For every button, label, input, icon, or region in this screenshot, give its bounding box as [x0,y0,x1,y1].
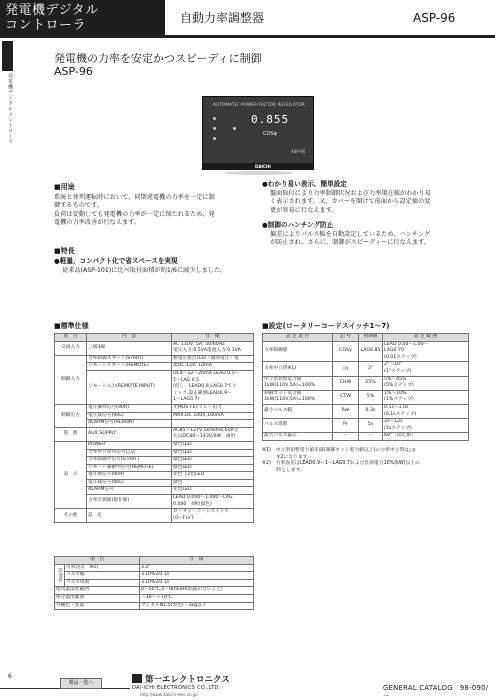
item-cell: 力率制御中信号(START) [87,457,172,465]
table-header-row [55,557,254,565]
category-line2: コントローラ [5,18,87,33]
column-header: 仕 様 [140,557,254,565]
symbol-cell: CTW [333,390,359,404]
spec-cell [172,427,254,441]
spec-title: ■ 標準仕様 [54,322,89,331]
table-row [263,433,469,441]
page-title: 自動力率調整器 [180,11,265,25]
feature-line: く表示されます。又、カバーを開けて前面から設定値の変 [270,198,431,206]
range-line: (1%ステップ) [384,397,414,403]
product-photo [202,96,314,170]
product-display: 0.855 [251,113,290,126]
table-row [55,441,254,449]
table-row [55,602,254,610]
group-cell: 制御入力 [55,355,87,404]
product-model: ASP-96 [291,149,306,154]
item-cell: リモート入力(REMOTE INPUT) [87,370,172,404]
column-header: 内 容 [87,334,172,342]
group-cell: 許容差 [55,564,65,587]
spec-cell: MAX.DC 100V,100mA [172,412,254,420]
range-line: 1%～10% [384,390,407,396]
spec-cell [172,370,254,404]
category-banner [0,0,165,38]
item-cell [263,376,333,390]
feature-line: 更が容易に行なえます。 [270,206,338,214]
item-cell: パルス周期 [65,579,140,587]
spec-cell [172,341,254,355]
company-name: 第一エレクトロニクス [145,675,230,685]
spec-cell: ±3° [140,564,254,572]
company-url[interactable]: http://www.daiichi-elec.co.jp/ [140,692,198,697]
spec-cell: 緑色 [172,479,254,487]
table-row [55,572,254,580]
spec-cell: 無電圧接点(1a)・開閉電圧・電 [172,355,254,363]
table-row [55,404,254,412]
table-row [55,564,254,572]
company-logo [132,674,230,686]
symbol-cell: CHW [333,376,359,390]
item-line: 制御カット電力値 [264,390,302,396]
item-cell: 力率制御スタート(START) [87,355,172,363]
feature-line: が防止され、さらに、制御がスピーディーに行なえます。 [270,239,431,247]
column-header: 項 目 [55,557,140,565]
feature-hunting: ●制御のハンチング防止 [262,221,334,229]
range-line: (1°ステップ) [384,368,412,374]
column-header: 項 目 [55,334,87,342]
item-cell: リモート制御中信号(REMOTE) [87,464,172,472]
symbol-cell: － [333,433,359,441]
table-header-row [55,334,254,342]
feature-display: ●わかり易い表示、簡単設定 [262,180,347,188]
spec-line: 1～LAG 0.5 [173,377,200,383]
spec-line: 電圧入力:0.5VA電流入力:0.1VA [173,348,241,354]
setting-notes [262,448,472,474]
product-panel-text: AUTOMATIC POWER-FACTOR REGULATOR [213,102,306,107]
setting-table [262,333,469,441]
features-title: ■ 特長 [54,247,75,256]
headline-line1: 発電機の力率を安定かつスピーディに制御 [54,52,262,65]
side-label: 発電機デジタルコントローラ [7,73,13,145]
spec-cell: 光MOS FETリレー出力 [172,404,254,412]
spec-cell: ±10%±0.1s [140,579,254,587]
product-shadow [224,171,294,175]
initial-cell: 0.3s [359,404,383,418]
symbol-cell: Pwl [333,404,359,418]
spec-line: ミック,設定範囲LEAD0.9～ [173,390,232,396]
spec-line: (0～F)×7 [173,515,194,521]
group-cell: 交流入力 [55,341,87,355]
feature-compact-desc: 従来品(ASP-101)に比べ取付面積が約1/6に減少しました。 [62,267,227,274]
range-line: LAG0.70 [384,348,404,354]
spec-line: たはDC80～143V,6W 両用 [173,434,236,440]
table-row [55,427,254,441]
spec-cell: 緑色LED [172,457,254,465]
headline-line2: ASP-96 [54,65,93,78]
range-line: 2s～12s [384,419,403,425]
spec-line: 0.000 4桁(緑色) [173,501,212,507]
table-row [263,362,469,376]
column-header: 仕 様 [172,334,254,342]
company-name-en: DAI-ICHI ELECTRONICS CO.,LTD. [132,685,221,691]
range-line: (1sステップ) [384,425,412,431]
range-cell [383,362,469,376]
usage-text [54,194,249,228]
feature-line: 盤面取付により力率制御状況および力率現在値がわかり易 [270,190,431,197]
category-line1: 発電機デジタル [5,3,99,18]
side-tab [2,41,13,71]
spec-cell: 流DC 12V, 10mA [172,363,254,371]
column-header: 設 定 項 目 [263,334,333,342]
item-cell: 力率誤差 ※2) [65,564,140,572]
symbol-cell: Pr [333,419,359,433]
item-cell: 最大パルス偏差 [263,433,333,441]
spec-table [54,333,254,523]
spec-cell: 赤色 }2色LED [172,472,254,480]
table-row [55,594,254,602]
range-cell [383,341,469,362]
range-cell: 60°（固定値） [383,433,469,441]
table-row [263,404,469,418]
table-row [263,390,469,404]
initial-cell: 25% [359,376,383,390]
range-line: LEAD 0.50～1.00～ [384,341,429,347]
range-cell [383,390,469,404]
usage-line: 御するものです。 [54,202,104,210]
spec-cell: －10～＋70℃ [140,594,254,602]
indicator-led [213,117,216,120]
item-cell: 電圧減信号(90L) [87,412,172,420]
page-number: 6 [8,673,12,680]
feature-compact: ●軽量、コンパクト化で省スペースを実現 [54,257,178,265]
item-cell: 力率中立帯内信号(△γ) [87,449,172,457]
spec-cell: 緑色LED [172,449,254,457]
item-line: 中立帯切替電力値 [264,376,302,382]
spec-line: DC4～12～20mA LEAD 0.5～ [173,370,240,376]
range-cell [383,419,469,433]
product-list-button[interactable]: 製品一覧へ [60,678,102,689]
indicator-led [213,127,216,130]
range-line: (5%ステップ) [384,383,414,389]
symbol-cell: △γ [333,362,359,376]
tolerance-table [54,556,254,610]
spec-cell: 赤色LED [172,487,254,495]
table-row [55,579,254,587]
note-line: ※2) 力率誤差はLEAD0.9～1～LAG0.7および負荷電力10%(kW)以上の [262,461,420,467]
item-cell: パルス周期 [263,419,333,433]
usage-line: 負荷は変動しても発電機の力率が一定に保たれるため、発 [54,210,215,218]
item-cell [263,390,333,404]
group-cell: 制御出力 [55,404,87,427]
table-row [55,341,254,355]
item-cell: 電圧操作信号(90R) [87,404,172,412]
spec-cell: 0～50℃,5～90%RH(結露のないこと) [140,587,254,595]
item-line: 1kW(110V,5A)=100% [264,383,316,389]
item-cell: 力率計測値(現在値) [87,495,172,509]
column-header: 初期値 [359,334,383,342]
spec-cell [172,495,254,509]
table-row [263,419,469,433]
range-line: (0.01ステップ) [384,354,417,360]
initial-cell: 3° [359,362,383,376]
feature-line: 偏差によりパルス幅を自動設定しているため、ハンチング [270,231,431,238]
catalog-number: GENERAL CATALOG 98-090/－ [383,684,489,700]
range-line: 0.1s～1.0s [384,404,409,410]
column-header: 記 号 [333,334,359,342]
item-cell: 力率制御値 [263,341,333,362]
item-cell: POWER [87,441,172,449]
item-cell: ALARM信号 [87,487,172,495]
item-cell: リモートスタート(REMOTE) [87,363,172,371]
table-row [55,509,254,523]
range-line: (0.1sステップ) [384,411,417,417]
usage-line: 電機の力率改善が行なえます。 [54,219,141,227]
table-row [55,355,254,363]
usage-title: ■ 用途 [54,183,75,192]
spec-line: AC 110V, 5A, 50/60Hz [173,341,225,347]
item-cell: 電圧減信号(90L) [87,479,172,487]
range-cell [383,404,469,418]
setting-title: ■ 設定(ロータリーコードスイッチ1～7) [262,322,389,331]
group-cell: 電 源 [55,427,87,441]
item-cell: 設 定 [87,509,172,523]
model-number: ASP-96 [413,11,456,25]
item-cell: 外観色・質量 [55,602,140,610]
table-header-row [263,334,469,342]
feature-display-desc [270,190,470,215]
table-row [55,587,254,595]
spec-line: 赤色 [173,472,183,478]
note-line: 時とします。 [262,467,305,473]
item-cell: ALARM信号(ALARM) [87,420,172,428]
group-cell: 表 示 [55,441,87,508]
spec-cell [172,420,254,428]
symbol-cell: COSγ [333,341,359,362]
note-line: ×2になります。 [262,454,312,460]
spec-line: ロータリーコードスイッチ [173,509,230,515]
spec-line: 1～LAG0.7) [173,397,200,403]
spec-cell [172,509,254,523]
column-header: 設 定 範 囲 [383,334,469,342]
product-brand-bar [203,163,313,170]
table-row [263,376,469,390]
feature-hunting-desc [270,231,470,248]
note-line: ※1) 中立帯切替電力値未満(制御カット電力値以上)の力率中立帯は△γ [262,448,416,453]
usage-line: 系統と並列運転時において、同期発電機の力率を一定に制 [54,194,215,201]
range-line: 2°～10° [384,362,403,368]
two-color-led-label: 2色LED [187,472,205,478]
product-brand: DAICHI [255,164,271,169]
spec-line: AC85～127V,50/60Hz,6VA主 [173,427,239,433]
item-cell: パルス幅 [65,572,140,580]
group-cell: その他 [55,509,87,523]
table-row [263,341,469,362]
spec-cell: ±10%±0.1s [140,572,254,580]
item-line: 1kW(110V,5A)=100% [264,397,316,403]
spec-line: (但し、LEAD0.9,LAG0.7でリ [173,384,237,390]
item-cell: 使用温湿度範囲 [55,587,140,595]
initial-cell: 5% [359,390,383,404]
indicator-led [213,137,216,140]
headline [54,52,262,78]
indicator-led [233,127,236,130]
initial-cell: － [359,433,383,441]
item-cell: 最小パルス幅 [263,404,333,418]
spec-line: LEAD 0.000～1.000～LAG [173,495,233,501]
item-cell: 電圧増信号(90R) [87,472,172,480]
product-unit: COSφ [263,131,277,137]
item-cell: 三相3線 [87,341,172,355]
range-line: 5%～45% [384,376,407,382]
range-cell [383,376,469,390]
item-cell: 保存温度範囲 [55,594,140,602]
initial-cell: LAG0.85 [359,341,383,362]
item-cell: AUX.SUPPLY [87,427,172,441]
spec-cell: 緑色LED [172,464,254,472]
spec-cell: 緑色LED [172,441,254,449]
initial-cell: 5s [359,419,383,433]
logo-mark-icon [132,674,142,683]
item-cell: 力率中立帯※1) [263,362,333,376]
spec-cell: マンセルN1.5(黒色)・1kg以下 [140,602,254,610]
